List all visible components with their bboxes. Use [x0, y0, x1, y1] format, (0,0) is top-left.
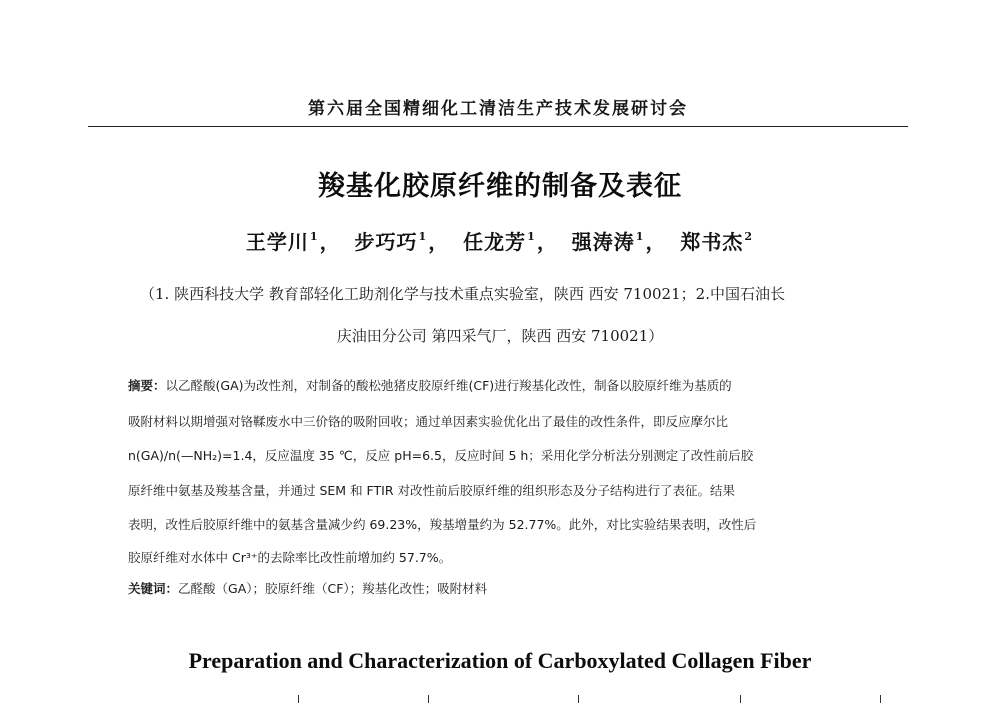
author-separator: ，: [536, 230, 558, 254]
author-name: 步巧巧: [354, 230, 418, 254]
author-separator: ，: [645, 230, 667, 254]
keywords-label: 关键词：: [128, 581, 179, 596]
author-affiliation-mark: 1: [309, 230, 319, 243]
abstract-line-1: [128, 376, 888, 394]
affiliation-line-2: 庆油田分公司 第四采气厂，陕西 西安 710021）: [336, 327, 664, 345]
abstract-line-5: 表明，改性后胶原纤维中的氨基含量减少约 69.23%，羧基增量约为 52.77%。此外，对比实验结果表明，改性后: [128, 517, 757, 532]
author-name: 郑书杰: [680, 230, 744, 254]
author-separator: ，: [319, 230, 341, 254]
keywords-text: 乙醛酸（GA）；胶原纤维（CF）；羧基化改性；吸附材料: [178, 581, 488, 596]
author-name: 王学川: [245, 230, 309, 254]
author-affiliation-mark: 1: [418, 230, 428, 243]
author-list: [0, 226, 1000, 255]
english-title: Preparation and Characterization of Carboxylated Collagen Fiber: [188, 648, 812, 673]
abstract-text: 以乙醛酸(GA)为改性剂，对制备的酸松弛猪皮胶原纤维(CF)进行羧基化改性，制备以胶原纤维为基质的: [165, 378, 732, 393]
author-affiliation-mark: 2: [744, 230, 754, 243]
abstract-line-4: 原纤维中氨基及羧基含量，并通过 SEM 和 FTIR 对改性前后胶原纤维的组织形态及分子结构进行了表征。结果: [128, 483, 735, 498]
abstract-line-2: 吸附材料以期增强对铬鞣废水中三价铬的吸附回收；通过单因素实验优化出了最佳的改性条件，即反应摩尔比: [128, 414, 729, 429]
affiliation-line-1: （1. 陕西科技大学 教育部轻化工助剂化学与技术重点实验室，陕西 西安 710021；2.中国石油长: [140, 285, 785, 303]
abstract-line-3: n(GA)/n(—NH₂)=1.4，反应温度 35 ℃，反应 pH=6.5，反应时间 5 h；采用化学分析法分别测定了改性前后胶: [128, 448, 754, 463]
author-affiliation-mark: 1: [635, 230, 645, 243]
keywords-line: [128, 579, 888, 597]
author-affiliation-mark: 1: [527, 230, 536, 243]
cutoff-text-fragment: [880, 695, 881, 703]
abstract-label: 摘要：: [128, 378, 166, 393]
cutoff-text-fragment: [298, 695, 299, 703]
cutoff-text-fragment: [740, 695, 741, 703]
author-name: 强涛涛: [571, 230, 635, 254]
abstract-line-6: 胶原纤维对水体中 Cr³⁺的去除率比改性前增加约 57.7%。: [128, 550, 452, 565]
cutoff-text-fragment: [428, 695, 429, 703]
author-name: 任龙芳: [463, 230, 527, 254]
header-rule: [88, 126, 908, 127]
cutoff-text-fragment: [578, 695, 579, 703]
conference-running-header: 第六届全国精细化工清洁生产技术发展研讨会: [308, 99, 688, 119]
author-separator: ，: [428, 230, 450, 254]
paper-title: 羧基化胶原纤维的制备及表征: [318, 171, 682, 202]
